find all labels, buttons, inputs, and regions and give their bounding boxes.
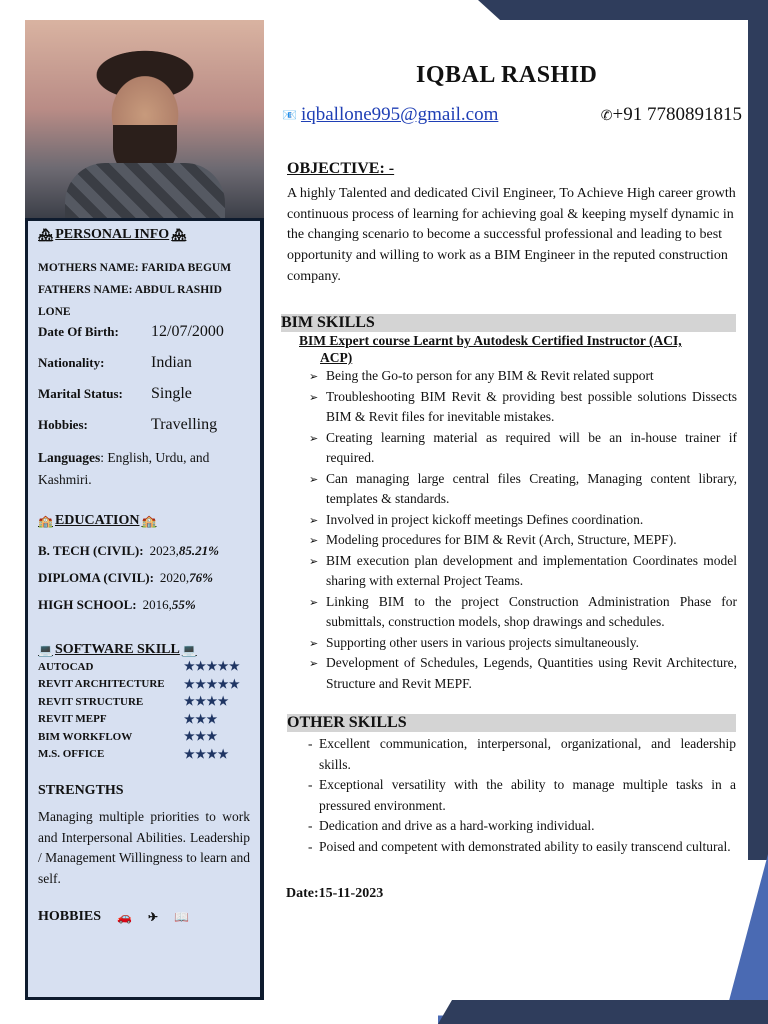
star-rating-icon: ★★★	[184, 711, 218, 726]
list-item: - Poised and competent with demonstrated ability to easily transcend cultural.	[306, 837, 736, 858]
field-label: Marital Status:	[38, 386, 123, 401]
degree: DIPLOMA (CIVIL):	[38, 569, 154, 585]
software-skill-item	[38, 728, 250, 746]
airplane-icon: ✈	[147, 910, 159, 924]
list-item: - Exceptional versatility with the ability to manage multiple tasks in a pressured environment.	[306, 775, 736, 816]
education-item	[38, 591, 250, 618]
other-skills-title: OTHER SKILLS	[287, 714, 736, 732]
skill-name: AUTOCAD	[38, 660, 94, 673]
mail-icon: 📧	[282, 107, 297, 122]
star-rating-icon: ★★★★	[184, 746, 230, 761]
education-item	[38, 564, 250, 591]
software-skill-title: 💻 SOFTWARE SKILL 💻	[38, 642, 197, 657]
decor-top-bar	[478, 0, 768, 20]
objective-text: A highly Talented and dedicated Civil Engineer, To Achieve High career growth continuous process of learning for achieving goal & keeping myself dynamic in the changing scenario to become a successful professional and leading to best opportunity and willing to work as a BIM Engineer in the reputed construction company.	[287, 186, 736, 284]
candidate-name: IQBAL RASHID	[416, 62, 598, 88]
list-item: ➢ Supporting other users in various projects simultaneously.	[309, 633, 737, 654]
personal-info-row	[38, 354, 250, 385]
list-item: - Excellent communication, interpersonal, organizational, and leadership skills.	[306, 734, 736, 775]
decor-bottom-triangle	[438, 854, 768, 1024]
mothers-name: MOTHERS NAME: FARIDA BEGUM	[38, 262, 232, 274]
phone-number: ✆+91 7780891815	[600, 104, 742, 125]
software-skill-item	[38, 658, 250, 676]
school-icon: 🏫	[38, 514, 53, 528]
strengths-title: STRENGTHS	[38, 783, 124, 798]
star-rating-icon: ★★★★★	[184, 659, 241, 674]
sidebar	[25, 218, 264, 1000]
fathers-name: FATHERS NAME: ABDUL RASHID LONE	[38, 284, 222, 318]
bim-skills-subtitle: BIM Expert course Learnt by Autodesk Certified Instructor (ACI, ACP)	[299, 333, 682, 365]
percent: 76%	[189, 569, 214, 585]
education-title: 🏫 EDUCATION 🏫	[38, 513, 157, 528]
contact-row	[282, 104, 742, 126]
list-item: ➢ Linking BIM to the project Construction Administration Phase for submittals, construction models, shop drawings and schedules.	[309, 592, 737, 633]
list-item: ➢ BIM execution plan development and implementation Coordinates model sharing with external Project Teams.	[309, 551, 737, 592]
phone-icon: ✆	[600, 109, 613, 124]
list-item: ➢ Can managing large central files Creating, Managing content library, templates & standards.	[309, 469, 737, 510]
personal-info-row	[38, 416, 250, 447]
personal-info-row	[38, 323, 250, 354]
year: 2023,	[149, 542, 179, 558]
skill-name: REVIT MEPF	[38, 713, 107, 726]
list-item: ➢ Involved in project kickoff meetings Defines coordination.	[309, 510, 737, 531]
house-icon: 🏘	[171, 228, 187, 242]
education-item	[38, 537, 250, 564]
field-value: Single	[151, 385, 192, 402]
objective-title: OBJECTIVE: -	[287, 160, 395, 177]
skill-name: REVIT ARCHITECTURE	[38, 678, 165, 691]
languages: Languages: English, Urdu, and Kashmiri.	[38, 450, 210, 487]
photo-shirt	[65, 163, 225, 218]
field-label: Date Of Birth:	[38, 324, 119, 339]
decor-bottom-bar	[438, 1000, 768, 1024]
skill-name: M.S. OFFICE	[38, 748, 105, 761]
software-skill-item	[38, 711, 250, 729]
list-item: ➢ Troubleshooting BIM Revit & providing best possible solutions Dissects BIM & Revit files for inevitable mistakes.	[309, 387, 737, 428]
year: 2020,	[159, 569, 190, 585]
percent: 85.21%	[178, 542, 219, 558]
field-label: Hobbies:	[38, 417, 88, 432]
star-rating-icon: ★★★	[184, 729, 218, 744]
computer-icon: 💻	[38, 643, 53, 657]
profile-photo	[25, 20, 264, 218]
other-skills-list	[306, 734, 736, 857]
personal-info-rows	[38, 323, 250, 447]
software-skill-item	[38, 693, 250, 711]
list-item: ➢ Creating learning material as required will be an in-house trainer if required.	[309, 428, 737, 469]
strengths-text: Managing multiple priorities to work and Interpersonal Abilities. Leadership / Management Willingness to learn and self.	[38, 809, 250, 886]
field-label: Nationality:	[38, 355, 105, 370]
field-value: Travelling	[151, 416, 218, 433]
software-skill-list	[38, 658, 250, 763]
percent: 55%	[171, 596, 196, 612]
skill-name: REVIT STRUCTURE	[38, 695, 144, 708]
email-link[interactable]: iqballone995@gmail.com	[300, 104, 499, 125]
bim-skills-title: BIM SKILLS	[281, 314, 736, 332]
hobbies-row: HOBBIES 🚗 ✈ 📖	[38, 909, 189, 924]
decor-right-strip	[748, 0, 768, 860]
list-item: ➢ Development of Schedules, Legends, Quantities using Revit Architecture, Structure and Revit MEPF.	[309, 653, 737, 694]
house-icon: 🏘	[38, 228, 54, 242]
car-icon: 🚗	[117, 910, 132, 924]
list-item: ➢ Being the Go-to person for any BIM & Revit related support	[309, 366, 737, 387]
education-list	[38, 537, 250, 618]
computer-icon: 💻	[181, 643, 197, 657]
software-skill-item	[38, 676, 250, 694]
star-rating-icon: ★★★★	[184, 694, 230, 709]
book-icon: 📖	[174, 910, 189, 924]
list-item: - Dedication and drive as a hard-working individual.	[306, 816, 736, 837]
personal-info-row	[38, 385, 250, 416]
list-item: ➢ Modeling procedures for BIM & Revit (Arch, Structure, MEPF).	[309, 530, 737, 551]
skill-name: BIM WORKFLOW	[38, 730, 133, 743]
field-value: 12/07/2000	[151, 323, 224, 340]
degree: B. TECH (CIVIL):	[38, 542, 144, 558]
year: 2016,	[142, 596, 172, 612]
personal-info-title: 🏘 PERSONAL INFO 🏘	[38, 227, 187, 242]
software-skill-item	[38, 746, 250, 764]
document-date: Date:15-11-2023	[286, 886, 384, 901]
degree: HIGH SCHOOL:	[38, 596, 137, 612]
school-icon: 🏫	[141, 514, 157, 528]
bim-skills-list	[309, 366, 737, 694]
field-value: Indian	[151, 354, 192, 371]
star-rating-icon: ★★★★★	[184, 676, 241, 691]
